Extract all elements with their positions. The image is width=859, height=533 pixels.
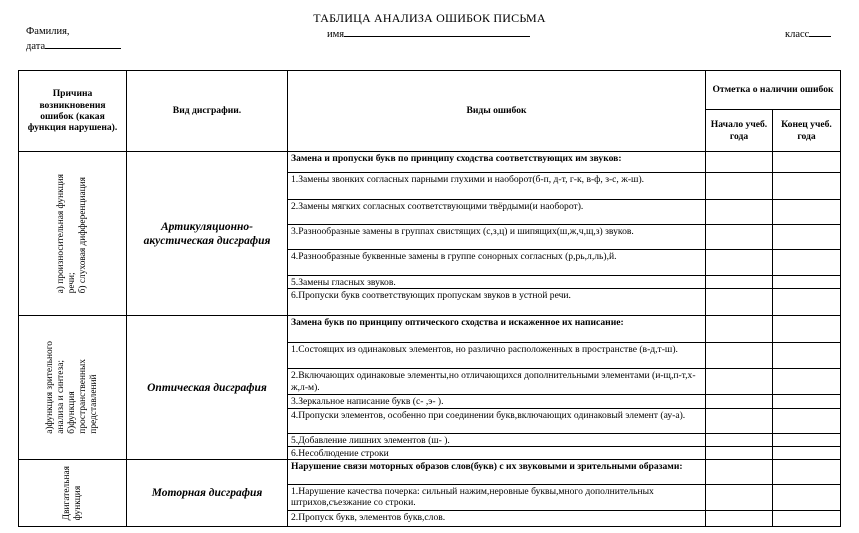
mark-start[interactable]: [706, 276, 773, 289]
mark-end[interactable]: [773, 225, 841, 250]
cause-text-1: а) произносительная функция речи; б) слуховая дифференциация: [56, 173, 88, 294]
mark-start[interactable]: [706, 433, 773, 446]
type-cell-2: Оптическая дисграфия: [127, 316, 288, 460]
header-mark: Отметка о наличии ошибок: [706, 71, 841, 110]
date-label: дата: [26, 41, 46, 52]
mark-start[interactable]: [706, 369, 773, 395]
grade-field: [785, 26, 831, 41]
mark-start[interactable]: [706, 511, 773, 527]
mark-start[interactable]: [706, 289, 773, 316]
grade-label: класс: [785, 29, 810, 40]
page-title: ТАБЛИЦА АНАЛИЗА ОШИБОК ПИСЬМА: [313, 11, 546, 25]
section-heading-2: Замена букв по принципу оптического сходства и искаженное их написание:: [288, 316, 706, 343]
mark-end[interactable]: [773, 276, 841, 289]
mark-start[interactable]: [706, 152, 773, 173]
error-item: 3.Зеркальное написание букв (с- ,э- ).: [288, 395, 706, 408]
mark-end[interactable]: [773, 152, 841, 173]
mark-end[interactable]: [773, 369, 841, 395]
surname-field: [26, 26, 70, 38]
mark-start[interactable]: [706, 460, 773, 485]
mark-end[interactable]: [773, 460, 841, 485]
mark-end[interactable]: [773, 316, 841, 343]
header-start: Начало учеб. года: [706, 110, 773, 152]
mark-start[interactable]: [706, 485, 773, 511]
error-item: 2.Пропуск букв, элементов букв,слов.: [288, 511, 706, 527]
mark-start[interactable]: [706, 408, 773, 433]
header-cause: Причина возникновения ошибок (какая функция нарушена).: [19, 71, 127, 152]
cause-text-3: Двигательная функция: [61, 466, 83, 521]
mark-start[interactable]: [706, 446, 773, 459]
error-item: 4.Пропуски элементов, особенно при соединении букв,включающих одинаковый элемент (ау-а).: [288, 408, 706, 433]
mark-end[interactable]: [773, 289, 841, 316]
section-heading-3: Нарушение связи моторных образов слов(букв) с их звуковыми и зрительными образами:: [288, 460, 706, 485]
name-field: [327, 26, 530, 41]
date-blank[interactable]: [45, 38, 121, 49]
error-item: 6.Пропуски букв соответствующих пропускам звуков в устной речи.: [288, 289, 706, 316]
mark-end[interactable]: [773, 250, 841, 276]
error-item: 1.Замены звонких согласных парными глухими и наоборот(б-п, д-т, г-к, в-ф, з-с, ж-ш).: [288, 173, 706, 200]
error-item: 1.Состоящих из одинаковых элементов, но различно расположенных в пространстве (в-д,т-ш).: [288, 343, 706, 369]
header-errors: Виды ошибок: [288, 71, 706, 152]
section-heading-1: Замена и пропуски букв по принципу сходства соответствующих им звуков:: [288, 152, 706, 173]
type-cell-3: Моторная дисграфия: [127, 460, 288, 527]
error-item: 2.Замены мягких согласных соответствующими твёрдыми(и наоборот).: [288, 200, 706, 225]
mark-end[interactable]: [773, 485, 841, 511]
mark-start[interactable]: [706, 225, 773, 250]
mark-start[interactable]: [706, 173, 773, 200]
error-analysis-table: [18, 70, 841, 527]
grade-blank[interactable]: [809, 26, 831, 37]
error-item: 6.Несоблюдение строки: [288, 446, 706, 459]
date-field: [26, 38, 121, 53]
mark-end[interactable]: [773, 395, 841, 408]
error-item: 3.Разнообразные замены в группах свистящих (с,з,ц) и шипящих(ш,ж,ч,щ,з) звуков.: [288, 225, 706, 250]
header-type: Вид дисграфии.: [127, 71, 288, 152]
cause-cell-1: [19, 152, 127, 316]
mark-end[interactable]: [773, 446, 841, 459]
cause-cell-2: [19, 316, 127, 460]
name-blank[interactable]: [344, 26, 530, 37]
type-cell-1: Артикуляционно-акустическая дисграфия: [127, 152, 288, 316]
mark-end[interactable]: [773, 343, 841, 369]
mark-start[interactable]: [706, 316, 773, 343]
mark-end[interactable]: [773, 433, 841, 446]
header-end: Конец учеб. года: [773, 110, 841, 152]
mark-start[interactable]: [706, 395, 773, 408]
error-item: 5.Добавление лишних элементов (ш- ).: [288, 433, 706, 446]
error-item: 1.Нарушение качества почерка: сильный нажим,неровные буквы,много дополнительных штрихов,съезжание со строки.: [288, 485, 706, 511]
mark-end[interactable]: [773, 408, 841, 433]
error-item: 4.Разнообразные буквенные замены в группе сонорных согласных (р,рь,л,ль),й.: [288, 250, 706, 276]
cause-text-2: а)функция зрительного анализа и синтеза; б)функция пространственных представлений: [45, 341, 99, 435]
mark-start[interactable]: [706, 250, 773, 276]
mark-start[interactable]: [706, 343, 773, 369]
error-item: 2.Включающих одинаковые элементы,но отличающихся дополнительными элементами (и-щ,п-т,х-ж,л-м).: [288, 369, 706, 395]
cause-cell-3: [19, 460, 127, 527]
mark-end[interactable]: [773, 173, 841, 200]
name-label: имя: [327, 29, 345, 40]
mark-end[interactable]: [773, 511, 841, 527]
mark-start[interactable]: [706, 200, 773, 225]
surname-label: Фамилия,: [26, 26, 70, 37]
error-item: 5.Замены гласных звуков.: [288, 276, 706, 289]
mark-end[interactable]: [773, 200, 841, 225]
